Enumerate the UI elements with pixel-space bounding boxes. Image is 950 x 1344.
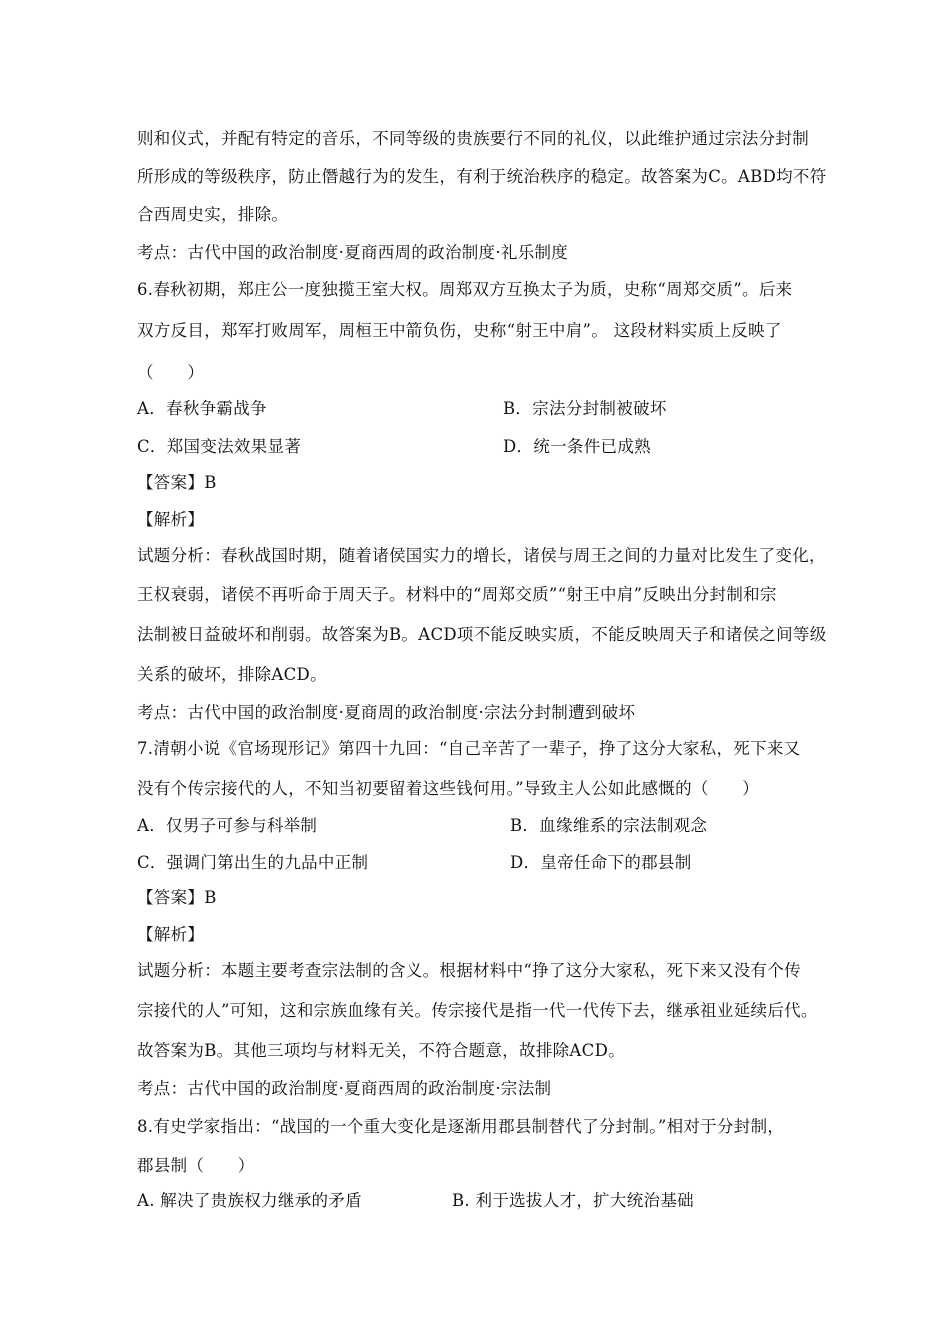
option-c: C．强调门第出生的九品中正制 xyxy=(137,853,369,872)
analysis-line: 试题分析：本题主要考查宗法制的含义。根据材料中“挣了这分大家私，死下来又没有个传 xyxy=(137,961,801,980)
analysis-line: 法制被日益破坏和削弱。故答案为B。ACD项不能反映实质，不能反映周天子和诸侯之间等级 xyxy=(137,625,827,644)
kaodian-line: 考点：古代中国的政治制度·夏商西周的政治制度·礼乐制度 xyxy=(137,243,569,262)
answer-line: 【答案】B xyxy=(137,888,217,907)
paragraph-line: 合西周史实，排除。 xyxy=(137,205,289,224)
option-b: B. 利于选拔人才，扩大统治基础 xyxy=(452,1191,694,1210)
question-6-stem: （ ） xyxy=(137,363,205,382)
answer-line: 【答案】B xyxy=(137,473,217,492)
question-7-stem: 7.清朝小说《官场现形记》第四十九回：“自己辛苦了一辈子，挣了这分大家私，死下来又 xyxy=(137,739,801,758)
analysis-heading: 【解析】 xyxy=(137,510,205,529)
analysis-heading: 【解析】 xyxy=(137,925,205,944)
paragraph-line: 所形成的等级秩序，防止僭越行为的发生，有利于统治秩序的稳定。故答案为C。ABD均不符 xyxy=(137,167,827,186)
question-8-stem: 郡县制（ ） xyxy=(137,1156,255,1175)
kaodian-line: 考点：古代中国的政治制度·夏商周的政治制度·宗法分封制遭到破坏 xyxy=(137,703,636,722)
analysis-line: 试题分析：春秋战国时期，随着诸侯国实力的增长，诸侯与周王之间的力量对比发生了变化， xyxy=(137,546,826,565)
option-d: D．统一条件已成熟 xyxy=(503,437,651,456)
option-b: B．血缘维系的宗法制观念 xyxy=(510,816,708,835)
analysis-line: 王权衰弱，诸侯不再听命于周天子。材料中的“周郑交质”“射王中肩”反映出分封制和宗 xyxy=(137,585,777,604)
option-d: D．皇帝任命下的郡县制 xyxy=(510,853,692,872)
paragraph-line: 则和仪式，并配有特定的音乐，不同等级的贵族要行不同的礼仪，以此维护通过宗法分封制 xyxy=(137,129,809,148)
question-8-stem: 8.有史学家指出：“战国的一个重大变化是逐渐用郡县制替代了分封制。”相对于分封制， xyxy=(137,1117,785,1136)
option-a: A．仅男子可参与科举制 xyxy=(137,816,318,835)
question-6-stem: 双方反目，郑军打败周军，周桓王中箭负伤，史称“射王中肩”。 这段材料实质上反映了 xyxy=(137,321,782,340)
option-a: A．春秋争霸战争 xyxy=(137,399,267,418)
option-b: B．宗法分封制被破坏 xyxy=(503,399,667,418)
analysis-line: 故答案为B。其他三项均与材料无关，不符合题意，故排除ACD。 xyxy=(137,1041,625,1060)
kaodian-line: 考点：古代中国的政治制度·夏商西周的政治制度·宗法制 xyxy=(137,1079,552,1098)
question-6-stem: 6.春秋初期，郑庄公一度独揽王室大权。周郑双方互换太子为质，史称“周郑交质”。后来 xyxy=(137,280,793,299)
analysis-line: 宗接代的人”可知，这和宗族血缘有关。传宗接代是指一代一代传下去，继承祖业延续后代。 xyxy=(137,1001,818,1020)
question-7-stem: 没有个传宗接代的人，不知当初要留着这些钱何用。”导致主人公如此感慨的（ ） xyxy=(137,779,760,798)
analysis-line: 关系的破坏，排除ACD。 xyxy=(137,665,327,684)
option-a: A. 解决了贵族权力继承的矛盾 xyxy=(137,1191,362,1210)
option-c: C．郑国变法效果显著 xyxy=(137,437,302,456)
